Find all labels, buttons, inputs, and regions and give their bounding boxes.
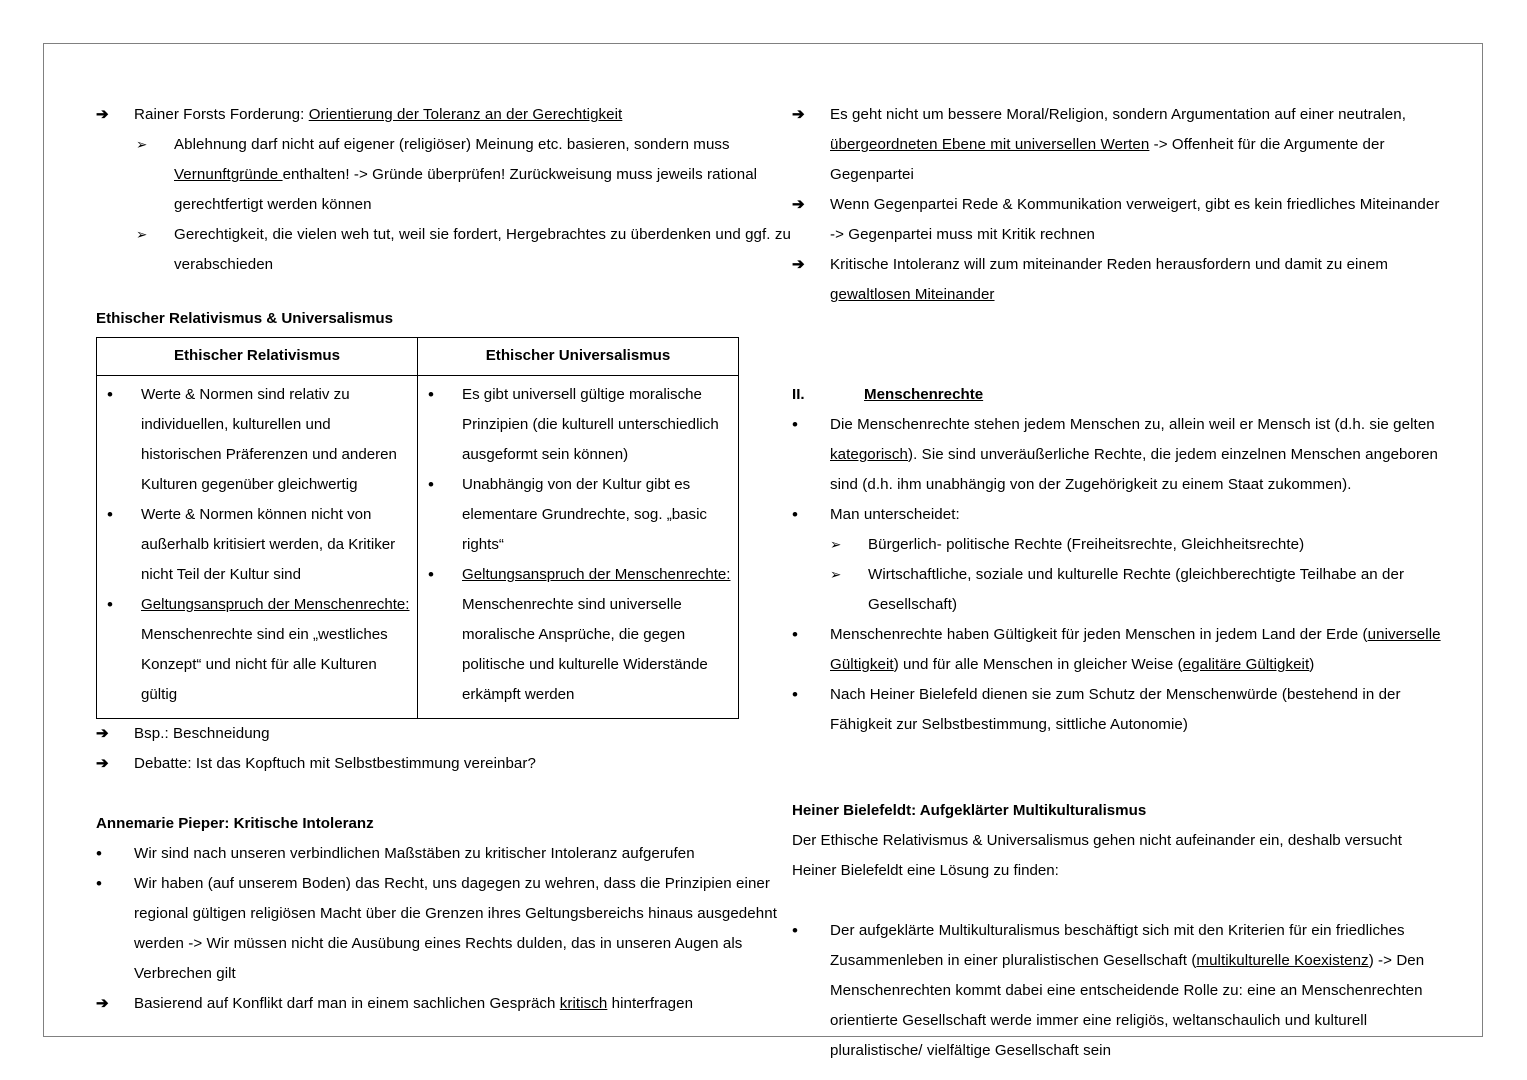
- text-run-group: [174, 136, 757, 213]
- list-item-text: [868, 530, 1442, 560]
- text-run-group: [830, 922, 1424, 1059]
- list-item: [96, 749, 802, 779]
- text-run-group: [141, 386, 397, 493]
- text-run: Es geht nicht um bessere Moral/Religion, sondern Argumentation auf einer neutralen,: [830, 106, 1406, 123]
- dot-bullet-icon: •: [107, 385, 113, 404]
- underlined-text-run: multikulturelle Koexistenz: [1196, 952, 1369, 969]
- dot-bullet-icon: •: [107, 505, 113, 524]
- chevron-bullet-icon: ➢: [830, 567, 842, 582]
- list-item-text: [830, 190, 1442, 250]
- text-run-group: [141, 506, 395, 583]
- bielefeldt-intro: Der Ethische Relativismus & Universalismus gehen nicht aufeinander ein, deshalb versucht Heiner Bielefeldt eine Lösung zu finden:: [792, 832, 1402, 879]
- underlined-text-run: Orientierung der Toleranz an der Gerechtigkeit: [308, 106, 623, 123]
- table-header-universalismus: Ethischer Universalismus: [418, 338, 739, 376]
- text-run: Werte & Normen können nicht von außerhalb kritisiert werden, da Kritiker nicht Teil der Kultur sind: [141, 506, 396, 583]
- left-column: [96, 100, 802, 1019]
- list-item-text: [174, 130, 802, 220]
- right-column: [792, 100, 1442, 1066]
- list-item-text: [830, 916, 1442, 1066]
- arrow-bullet-icon: ➔: [96, 995, 109, 1012]
- text-run: Basierend auf Konflikt darf man in einem sachlichen Gespräch: [134, 995, 560, 1012]
- list-item-text: [830, 680, 1442, 740]
- text-run-group: [134, 755, 536, 772]
- text-run: Ablehnung darf nicht auf eigener (religiöser) Meinung etc. basieren, sondern muss: [174, 136, 730, 153]
- dot-bullet-icon: •: [96, 844, 103, 863]
- text-run: Es gibt universell gültige moralische Prinzipien (die kulturell unterschiedlich ausgeformt sein können): [462, 386, 719, 463]
- list-item: [792, 190, 1442, 250]
- list-item-text: [174, 220, 802, 280]
- underlined-text-run: gewaltlosen Miteinander: [830, 286, 995, 303]
- text-run: Kritische Intoleranz will zum miteinander Reden herausfordern und damit zu einem: [830, 256, 1389, 273]
- dot-bullet-icon: •: [792, 685, 799, 704]
- table-cell-bullet: [97, 500, 411, 590]
- list-item: [792, 250, 1442, 310]
- list-item: [792, 680, 1442, 740]
- spacer: [792, 740, 1442, 796]
- spacer: [792, 310, 1442, 380]
- underlined-text-run: kritisch: [559, 995, 608, 1012]
- list-item-text: [134, 869, 802, 989]
- text-run-group: [462, 476, 707, 553]
- text-run: Menschenrechte haben Gültigkeit für jeden Menschen in jedem Land der Erde (: [830, 626, 1368, 643]
- dot-bullet-icon: •: [428, 475, 434, 494]
- underlined-text-run: Geltungsanspruch der Menschenrechte:: [462, 566, 731, 583]
- table-cell-bullet: [97, 590, 411, 710]
- relativismus-bullets: [97, 380, 411, 710]
- arrow-bullet-icon: ➔: [792, 106, 805, 123]
- list-item-text: [830, 100, 1442, 190]
- text-run-group: [830, 506, 960, 523]
- text-run-group: [830, 196, 1439, 243]
- text-run: Werte & Normen sind relativ zu individuellen, kulturellen und historischen Präferenzen und anderen Kulturen gegenüber gleichwertig: [141, 386, 397, 493]
- text-run-group: [830, 686, 1401, 733]
- text-run: Rainer Forsts Forderung:: [134, 106, 309, 123]
- list-item-text: [868, 560, 1442, 620]
- menschenrechte-heading: [792, 380, 1442, 410]
- text-run: Menschenrechte sind universelle moralische Ansprüche, die gegen politische und kulturelle Widerstände erkämpft werden: [462, 596, 708, 703]
- text-run: Wirtschaftliche, soziale und kulturelle Rechte (gleichberechtigte Teilhabe an der Gesellschaft): [868, 566, 1405, 613]
- dot-bullet-icon: •: [792, 921, 799, 940]
- list-item-text: [134, 719, 802, 749]
- universalismus-bullets: [418, 380, 732, 710]
- underlined-text-run: kategorisch: [830, 446, 909, 463]
- arrow-bullet-icon: ➔: [792, 196, 805, 213]
- table-cell-bullet: [418, 470, 732, 560]
- text-run: Die Menschenrechte stehen jedem Menschen zu, allein weil er Mensch ist (d.h. sie gelten: [830, 416, 1435, 433]
- table-header-row: [97, 338, 739, 376]
- underlined-text-run: übergeordneten Ebene mit universellen Werten: [830, 136, 1150, 153]
- text-run-group: [462, 566, 731, 703]
- list-item: [96, 869, 802, 989]
- table-cell-text: [141, 386, 397, 493]
- pieper-list: [96, 839, 802, 1019]
- table-cell-universalismus: [418, 376, 739, 719]
- list-item: [792, 500, 1442, 530]
- list-item-text: [830, 250, 1442, 310]
- list-item: [96, 989, 802, 1019]
- table-cell-text: [462, 476, 707, 553]
- text-run: enthalten! -> Gründe überprüfen! Zurückweisung muss jeweils rational gerechtfertigt werden können: [174, 166, 758, 213]
- section-title: Menschenrechte: [864, 386, 984, 403]
- text-run: ) und für alle Menschen in gleicher Weise (: [893, 656, 1183, 673]
- text-run: Bürgerlich- politische Rechte (Freiheitsrechte, Gleichheitsrechte): [868, 536, 1305, 553]
- dot-bullet-icon: •: [428, 565, 434, 584]
- table-row: [97, 376, 739, 719]
- after-table-list: [96, 719, 802, 779]
- pieper-heading: Annemarie Pieper: Kritische Intoleranz: [96, 815, 374, 832]
- text-run: Debatte: Ist das Kopftuch mit Selbstbestimmung vereinbar?: [134, 755, 536, 772]
- spacer: [792, 886, 1442, 916]
- text-run: hinterfragen: [607, 995, 694, 1012]
- list-item: [792, 100, 1442, 190]
- list-item-text: [134, 749, 802, 779]
- underlined-text-run: universelle Gültigkeit: [830, 626, 1441, 673]
- underlined-text-run: Vernunftgründe: [174, 166, 283, 183]
- spacer: [96, 779, 802, 809]
- text-run-group: [830, 626, 1441, 673]
- menschenrechte-list: [792, 410, 1442, 740]
- table-cell-bullet: [97, 380, 411, 500]
- text-run-group: [868, 536, 1304, 553]
- section-numeral: II.: [792, 386, 805, 403]
- text-run-group: [830, 106, 1406, 183]
- list-item-text: [830, 500, 1442, 530]
- chevron-bullet-icon: ➢: [136, 137, 148, 152]
- text-run: ) -> Den Menschenrechten kommt dabei eine entscheidende Rolle zu: eine an Menschenrechten orientierte Gesellschaft werde immer eine religiös, weltanschaulich und kulturell pluralistische/ vielfältige Gesellschaft sein: [830, 952, 1425, 1059]
- arrow-bullet-icon: ➔: [96, 106, 109, 123]
- list-item-text: [134, 989, 802, 1019]
- text-run-group: [868, 566, 1404, 613]
- spacer: [96, 280, 802, 304]
- table-heading: Ethischer Relativismus & Universalismus: [96, 310, 393, 327]
- chevron-bullet-icon: ➢: [136, 227, 148, 242]
- table-cell-relativismus: [97, 376, 418, 719]
- text-run-group: [134, 725, 270, 742]
- text-run: Man unterscheidet:: [830, 506, 960, 523]
- text-run: -> Offenheit für die Argumente der Gegenpartei: [830, 136, 1385, 183]
- list-item: [792, 916, 1442, 1066]
- list-item: [96, 719, 802, 749]
- bielefeldt-heading: Heiner Bielefeldt: Aufgeklärter Multikulturalismus: [792, 802, 1147, 819]
- text-run-group: [134, 106, 622, 123]
- list-item: [792, 620, 1442, 680]
- text-run: Wenn Gegenpartei Rede & Kommunikation verweigert, gibt es kein friedliches Miteinander -> Gegenpartei muss mit Kritik rechnen: [830, 196, 1440, 243]
- list-item: [96, 220, 802, 280]
- table-cell-text: [141, 596, 410, 703]
- arrow-bullet-icon: ➔: [792, 256, 805, 273]
- table-cell-text: [462, 386, 719, 463]
- text-run-group: [134, 845, 695, 862]
- list-item: [792, 530, 1442, 560]
- text-run-group: [462, 386, 719, 463]
- list-item-text: [134, 839, 802, 869]
- text-run: Der aufgeklärte Multikulturalismus beschäftigt sich mit den Kriterien für ein friedliches Zusammenleben in einer pluralistischen Gesellschaft (: [830, 922, 1405, 969]
- text-run: ): [1309, 656, 1315, 673]
- table-cell-bullet: [418, 380, 732, 470]
- list-item: [792, 410, 1442, 500]
- table-cell-bullet: [418, 560, 732, 710]
- two-column-layout: [44, 44, 1482, 1059]
- dot-bullet-icon: •: [96, 874, 103, 893]
- table-header-relativismus: Ethischer Relativismus: [97, 338, 418, 376]
- text-run-group: [830, 256, 1388, 303]
- text-run: Unabhängig von der Kultur gibt es elementare Grundrechte, sog. „basic rights“: [462, 476, 707, 553]
- text-run-group: [134, 995, 693, 1012]
- text-run: ). Sie sind unveräußerliche Rechte, die jedem einzelnen Menschen angeboren sind (d.h. ihm unabhängig von der Zugehörigkeit zu einem Staat zukommen).: [830, 446, 1439, 493]
- text-run: Nach Heiner Bielefeld dienen sie zum Schutz der Menschenwürde (bestehend in der Fähigkeit zur Selbstbestimmung, sittliche Autonomie): [830, 686, 1401, 733]
- dot-bullet-icon: •: [792, 505, 799, 524]
- dot-bullet-icon: •: [792, 415, 799, 434]
- text-run: Wir haben (auf unserem Boden) das Recht, uns dagegen zu wehren, dass die Prinzipien einer regional gültigen religiösen Macht über die Grenzen ihres Geltungsbereichs hinaus ausgedehnt werden -> Wir müssen nicht die Ausübung eines Rechts dulden, das in unseren Augen als Verbrechen gilt: [134, 875, 777, 982]
- arrow-bullet-icon: ➔: [96, 725, 109, 742]
- list-item-text: [830, 410, 1442, 500]
- forst-list: [96, 100, 802, 280]
- relativismus-universalismus-table: [96, 337, 739, 719]
- list-item: [792, 560, 1442, 620]
- list-item: [96, 839, 802, 869]
- text-run: Menschenrechte sind ein „westliches Konzept“ und nicht für alle Kulturen gültig: [141, 626, 388, 703]
- table-cell-text: [141, 506, 395, 583]
- underlined-text-run: egalitäre Gültigkeit: [1182, 656, 1310, 673]
- dot-bullet-icon: •: [428, 385, 434, 404]
- list-item-text: [830, 620, 1442, 680]
- arrow-bullet-icon: ➔: [96, 755, 109, 772]
- list-item: [96, 130, 802, 220]
- list-item-text: [134, 100, 802, 130]
- text-run: Bsp.: Beschneidung: [134, 725, 270, 742]
- text-run-group: [134, 875, 777, 982]
- intoleranz-list: [792, 100, 1442, 310]
- text-run: Wir sind nach unseren verbindlichen Maßstäben zu kritischer Intoleranz aufgerufen: [134, 845, 695, 862]
- dot-bullet-icon: •: [792, 625, 799, 644]
- list-item: [96, 100, 802, 130]
- table-cell-text: [462, 566, 731, 703]
- underlined-text-run: Geltungsanspruch der Menschenrechte:: [141, 596, 410, 613]
- text-run-group: [141, 596, 410, 703]
- dot-bullet-icon: •: [107, 595, 113, 614]
- text-run: Gerechtigkeit, die vielen weh tut, weil sie fordert, Hergebrachtes zu überdenken und ggf. zu verabschieden: [174, 226, 791, 273]
- document-page: [43, 43, 1483, 1059]
- text-run-group: [174, 226, 791, 273]
- text-run-group: [830, 416, 1438, 493]
- chevron-bullet-icon: ➢: [830, 537, 842, 552]
- bielefeldt-list: [792, 916, 1442, 1066]
